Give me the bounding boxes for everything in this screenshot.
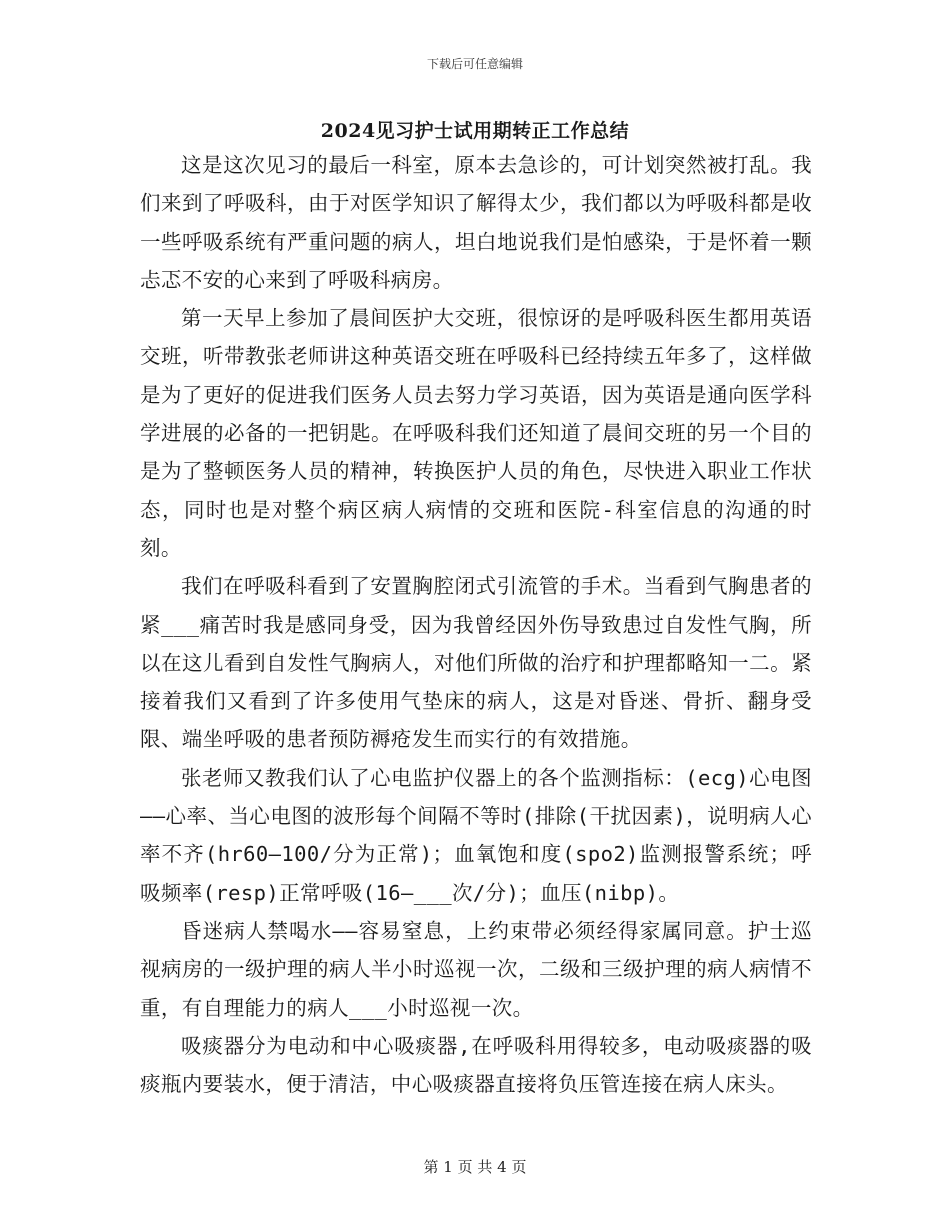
- page-number-footer: 第 1 页 共 4 页: [423, 1158, 527, 1176]
- document-title: 2024见习护士试用期转正工作总结: [320, 120, 630, 142]
- paragraph-1: 这是这次见习的最后一科室，原本去急诊的，可计划突然被打乱。我们来到了呼吸科，由于对医学知识了解得太少，我们都以为呼吸科都是收一些呼吸系统有严重问题的病人，坦白地说我们是怕感染，于是怀着一颗忐忑不安的心来到了呼吸科病房。: [140, 153, 812, 292]
- paragraph-3: 我们在呼吸科看到了安置胸腔闭式引流管的手术。当看到气胸患者的紧___痛苦时我是感同身受，因为我曾经因外伤导致患过自发性气胸，所以在这儿看到自发性气胸病人，对他们所做的治疗和护理都略知一二。紧接着我们又看到了许多使用气垫床的病人，这是对昏迷、骨折、翻身受限、端坐呼吸的患者预防褥疮发生而实行的有效措施。: [140, 574, 812, 752]
- document-body: [140, 146, 812, 1103]
- paragraph-6: 吸痰器分为电动和中心吸痰器,在呼吸科用得较多，电动吸痰器的吸痰瓶内要装水，便于清洁，中心吸痰器直接将负压管连接在病人床头。: [140, 1033, 812, 1097]
- header-note: 下载后可任意编辑: [426, 57, 523, 71]
- paragraph-5: 昏迷病人禁喝水——容易窒息，上约束带必须经得家属同意。护士巡视病房的一级护理的病人半小时巡视一次，二级和三级护理的病人病情不重，有自理能力的病人___小时巡视一次。: [140, 918, 812, 1020]
- paragraph-4: 张老师又教我们认了心电监护仪器上的各个监测指标：(ecg)心电图——心率、当心电图的波形每个间隔不等时(排除(干扰因素)，说明病人心率不齐(hr60—100/分为正常)；血氧饱和度(spo2)监测报警系统；呼吸频率(resp)正常呼吸(16—___次/分)；血压(nibp)。: [140, 765, 812, 905]
- paragraph-2: 第一天早上参加了晨间医护大交班，很惊讶的是呼吸科医生都用英语交班，听带教张老师讲这种英语交班在呼吸科已经持续五年多了，这样做是为了更好的促进我们医务人员去努力学习英语，因为英语是通向医学科学进展的必备的一把钥匙。在呼吸科我们还知道了晨间交班的另一个目的是为了整顿医务人员的精神，转换医护人员的角色，尽快进入职业工作状态，同时也是对整个病区病人病情的交班和医院-科室信息的沟通的时刻。: [140, 306, 812, 560]
